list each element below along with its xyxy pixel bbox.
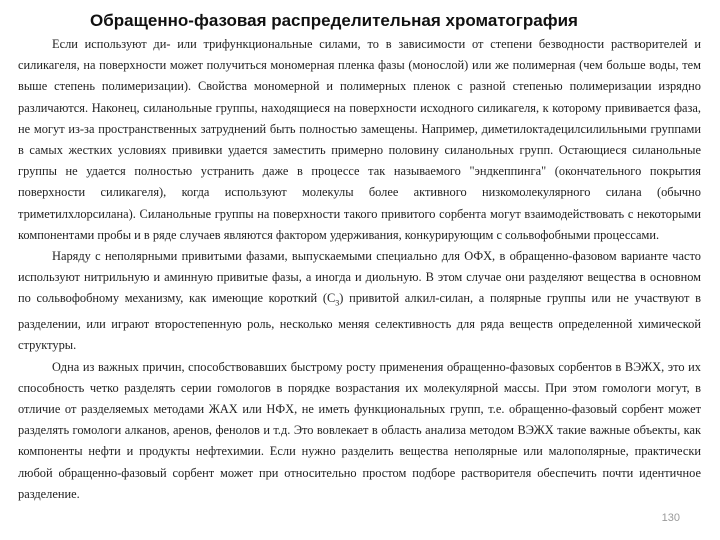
paragraph-2-text-before: Наряду с неполярными привитыми фазами, выпускаемыми специально для ОФХ, в обращенно-фазовом варианте часто используют нитрильную и аминную привитые фазы, а иногда и диольную. В этом случае они разделяют вещества в основном по сольвофобному механизму, как имеющие короткий (С — [18, 249, 701, 306]
paragraph-2-text-after: ) привитой алкил-силан, а полярные группы или не участвуют в разделении, или играют второстепенную роль, несколько меняя селективность для ряда веществ определенной химической структуры. — [18, 291, 701, 353]
carbon-count-subscript: 3 — [335, 298, 340, 308]
paragraph-3: Одна из важных причин, способствовавших быстрому росту применения обращенно-фазовых сорбентов в ВЭЖХ, это их способность четко разделять серии гомологов в порядке возрастания их молекулярной массы. При этом гомологи могут, в отличие от разделяемых методами ЖАХ или НФХ, не иметь функциональных групп, т.е. обращенно-фазовый сорбент может разделять гомологи алканов, аренов, фенолов и т.д. Это вовлекает в область анализа методом ВЭЖХ такие важные объекты, как компоненты нефти и продукты нефтехимии. Если нужно разделить вещества неполярные или малополярные, практически любой обращенно-фазовый сорбент может при относительно простом подборе растворителя обеспечить почти идентичное разделение. — [18, 359, 701, 501]
document-body — [18, 34, 701, 505]
page-number: 130 — [661, 512, 680, 524]
paragraph-1: Если используют ди- или трифункциональные силами, то в зависимости от степени безводности растворителей и силикагеля, на поверхности может получиться мономерная пленка фазы (монослой) или же полимерная (чем больше воды, тем выше степень полимеризации). Свойства мономерной и полимерных пленок с разной степенью полимеризации изрядно различаются. Наконец, силанольные группы, находящиеся на поверхности исходного силикагеля, к которому прививается фаза, не могут из-за пространственных затруднений быть полностью замещены. Например, диметилоктадецилсилильными группами в самых жестких условиях прививки удается заместить примерно половину силанольных групп. Остающиеся силанольные группы не удается полностью устранить даже в процессе так называемого "эндкеппинга" (окончательного покрытия поверхности силикагеля), когда используют молекулы более активного низкомолекулярного силана (обычно триметилхлорсилана). Силанольные группы на поверхности такого привитого сорбента могут взаимодействовать с некоторыми компонентами пробы и в ряде случаев являются фактором удерживания, конкурирующим с сольвофобными процессами. — [18, 37, 701, 242]
page-title: Обращенно-фазовая распределительная хроматография — [90, 11, 578, 30]
paragraph-2 — [18, 246, 701, 356]
